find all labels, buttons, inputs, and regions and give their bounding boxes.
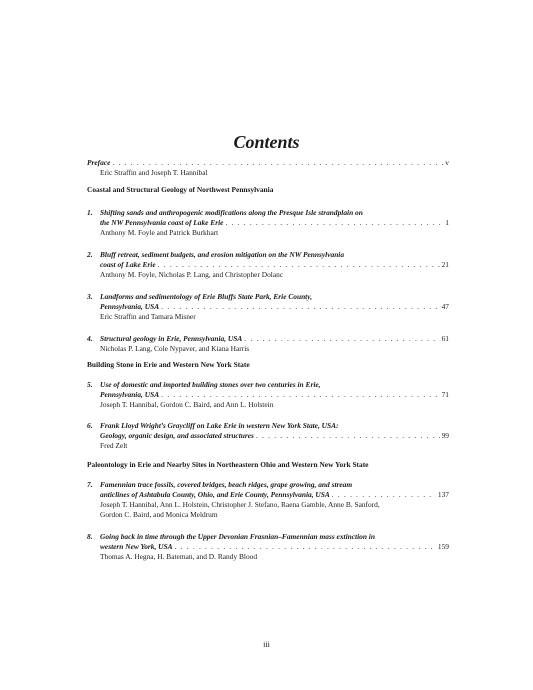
chapter-title-line: Use of domestic and imported building stones over two centuries in Erie,	[100, 380, 321, 389]
dot-leader	[256, 431, 440, 441]
chapter-authors: Thomas A. Hegna, H. Bateman, and D. Randy Blood	[100, 552, 258, 561]
chapter-title-line: Famennian trace fossils, covered bridges, beach ridges, grape growing, and stream	[100, 480, 353, 489]
dot-leader	[161, 390, 439, 400]
chapter-number: 2.	[87, 250, 93, 259]
preface-page: v	[445, 158, 449, 167]
preface-title: Preface	[87, 158, 111, 167]
chapter-page: 71	[441, 390, 449, 399]
toc-entry-chapter-3[interactable]	[87, 292, 449, 322]
toc-entry-preface[interactable]	[87, 158, 449, 178]
chapter-authors: Joseph T. Hannibal, Ann L. Holstein, Christopher J. Stefano, Raena Gamble, Anne B. Sanford,	[100, 500, 380, 509]
chapter-title-line: Landforms and sedimentology of Erie Bluffs State Park, Erie County,	[100, 292, 313, 301]
chapter-title-last: coast of Lake Erie	[100, 260, 156, 269]
chapter-number: 5.	[87, 380, 93, 389]
chapter-number: 3.	[87, 292, 93, 301]
chapter-title-last: western New York, USA	[100, 542, 173, 551]
chapter-number: 1.	[87, 208, 93, 217]
chapter-page: 61	[441, 334, 449, 343]
chapter-authors: Gordon C. Baird, and Monica Meldrum	[100, 510, 218, 519]
chapter-authors: Joseph T. Hannibal, Gordon C. Baird, and Ann L. Holstein	[100, 400, 274, 409]
toc-entry-chapter-7[interactable]	[87, 480, 449, 520]
chapter-title-line: Shifting sands and anthropogenic modifications along the Presque Isle strandplain on	[100, 208, 363, 217]
dot-leader	[161, 302, 439, 312]
chapter-authors: Anthony M. Foyle and Patrick Burkhart	[100, 228, 219, 237]
chapter-title-last: the NW Pennsylvania coast of Lake Erie	[100, 218, 224, 227]
dot-leader	[158, 260, 440, 270]
chapter-page: 47	[441, 302, 449, 311]
section-heading-paleontology: Paleontology in Erie and Nearby Sites in Northeastern Ohio and Western New York State	[87, 460, 369, 469]
chapter-title-last: Pennsylvania, USA	[100, 302, 160, 311]
chapter-authors: Eric Straffin and Tamara Misner	[100, 312, 196, 321]
chapter-number: 4.	[87, 334, 93, 343]
chapter-number: 8.	[87, 532, 93, 541]
chapter-page: 137	[437, 490, 449, 499]
chapter-authors: Nicholas P. Lang, Cole Nypaver, and Kiana Harris	[100, 344, 250, 353]
chapter-title-last: anticlines of Ashtabula County, Ohio, and Erie County, Pennsylvania, USA	[100, 490, 330, 499]
toc-entry-chapter-8[interactable]	[87, 532, 449, 562]
dot-leader	[112, 158, 443, 168]
chapter-title-last: Geology, organic design, and associated structures	[100, 431, 254, 440]
dot-leader	[332, 490, 436, 500]
dot-leader	[244, 334, 439, 344]
chapter-authors: Fred Zelt	[100, 441, 128, 450]
toc-entry-chapter-4[interactable]	[87, 334, 449, 354]
chapter-number: 7.	[87, 480, 93, 489]
chapter-title-last: Pennsylvania, USA	[100, 390, 160, 399]
toc-entry-chapter-1[interactable]	[87, 208, 449, 238]
chapter-number: 6.	[87, 421, 93, 430]
dot-leader	[225, 218, 443, 228]
dot-leader	[175, 542, 436, 552]
toc-entry-chapter-5[interactable]	[87, 380, 449, 410]
chapter-title-line: Going back in time through the Upper Devonian Frasnian–Famennian mass extinction in	[100, 532, 375, 541]
section-heading-building-stone: Building Stone in Erie and Western New York State	[87, 360, 250, 369]
toc-entry-chapter-2[interactable]	[87, 250, 449, 280]
chapter-authors: Anthony M. Foyle, Nicholas P. Lang, and Christopher Dolanc	[100, 270, 284, 279]
chapter-title-line: Frank Lloyd Wright’s Graycliff on Lake Erie in western New York State, USA:	[100, 421, 339, 430]
chapter-page: 1	[445, 218, 449, 227]
page-title: Contents	[233, 132, 300, 152]
chapter-page: 21	[441, 260, 449, 269]
page-number: iii	[263, 640, 270, 649]
chapter-title-last: Structural geology in Erie, Pennsylvania, USA	[100, 334, 243, 343]
toc-entry-chapter-6[interactable]	[87, 421, 449, 451]
chapter-title-line: Bluff retreat, sediment budgets, and erosion mitigation on the NW Pennsylvania	[100, 250, 345, 259]
preface-authors: Eric Straffin and Joseph T. Hannibal	[100, 168, 208, 177]
chapter-page: 159	[437, 542, 449, 551]
section-heading-coastal: Coastal and Structural Geology of Northwest Pennsylvania	[87, 185, 274, 194]
chapter-page: 99	[441, 431, 449, 440]
